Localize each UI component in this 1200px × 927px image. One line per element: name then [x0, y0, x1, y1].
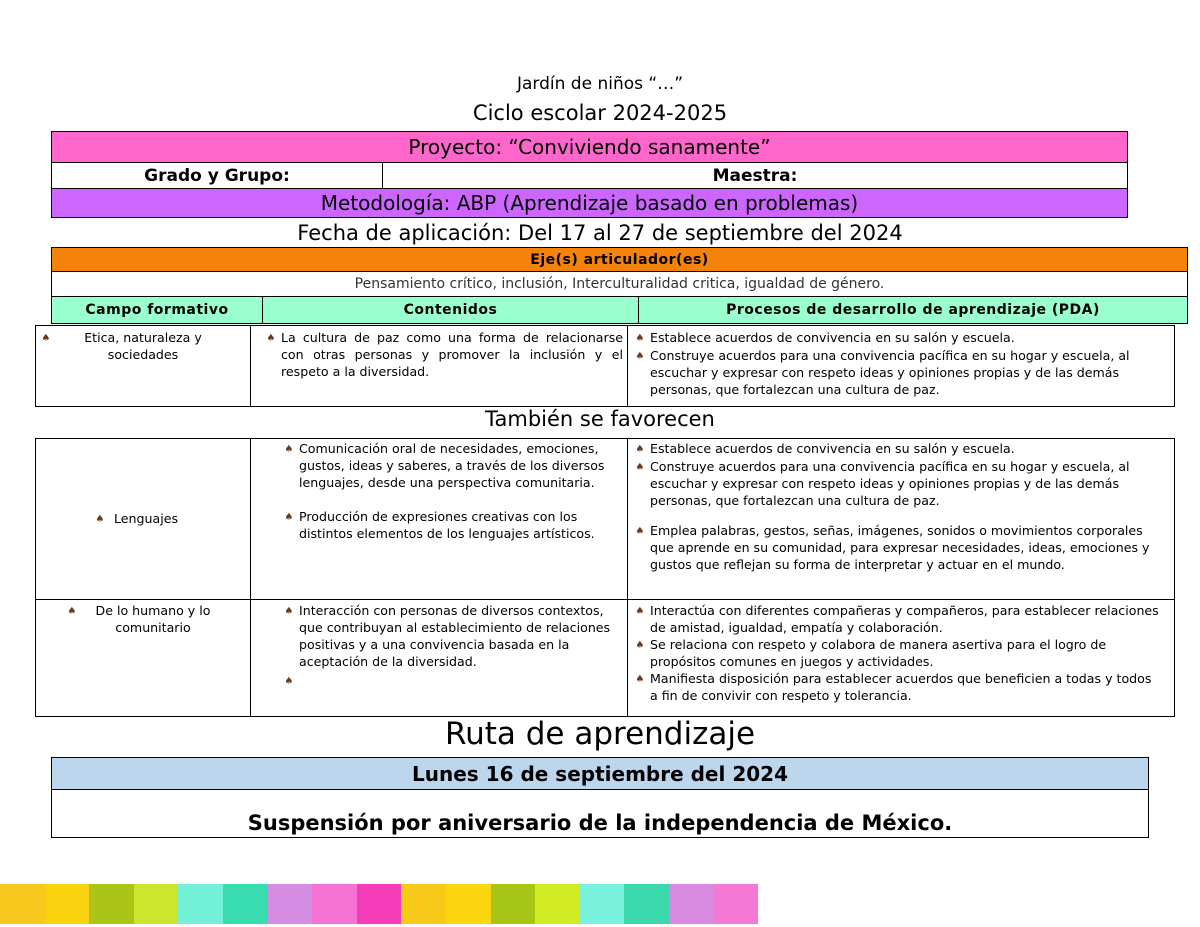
stripe-10 — [446, 884, 491, 924]
stripe-15 — [669, 884, 714, 924]
contenido-text: Comunicación oral de necesidades, emociones, gustos, ideas y saberes, a través de los diversos lenguajes, desde una perspectiva comunitaria. — [299, 441, 605, 490]
campo-text: Lenguajes — [114, 511, 179, 526]
stripe-8 — [357, 884, 402, 924]
bullet-icon: ♠ — [635, 444, 645, 455]
route-table — [51, 757, 1149, 838]
stripe-14 — [624, 884, 669, 924]
bullet-icon: ♠ — [635, 526, 645, 537]
application-date: Fecha de aplicación: Del 17 al 27 de septiembre del 2024 — [297, 221, 903, 245]
route-note: Suspensión por aniversario de la independencia de México. — [52, 790, 1149, 838]
decorative-stripes — [0, 884, 758, 924]
col-campo-formativo: Campo formativo — [52, 297, 263, 324]
stripe-7 — [312, 884, 357, 924]
table-row — [36, 439, 251, 600]
project-table — [51, 131, 1128, 218]
axes-title: Eje(s) articulador(es) — [52, 248, 1188, 272]
methodology: Metodología: ABP (Aprendizaje basado en problemas) — [52, 189, 1128, 218]
also-favored-title: También se favorecen — [485, 407, 715, 431]
table-row — [36, 326, 251, 407]
col-pda: Procesos de desarrollo de aprendizaje (PDA) — [639, 297, 1188, 324]
pda-text: Manifiesta disposición para establecer acuerdos que beneficien a todas y todos a fin de convivir con respeto y tolerancia. — [650, 671, 1152, 703]
axes-value: Pensamiento crítico, inclusión, Interculturalidad critica, igualdad de género. — [52, 272, 1188, 297]
stripe-12 — [535, 884, 580, 924]
pda-text: Emplea palabras, gestos, señas, imágenes, sonidos o movimientos corporales que aprende en su comunidad, para expresar necesidades, ideas, emociones y gustos que reflejan su forma de interpretar y actuar en el mundo. — [650, 523, 1150, 572]
stripe-4 — [178, 884, 223, 924]
contenido-text: La cultura de paz como una forma de relacionarse con otras personas y promover la inclusión y el respeto a la diversidad. — [281, 330, 623, 379]
contenido-text: Interacción con personas de diversos contextos, que contribuyan al establecimiento de relaciones positivas y a una convivencia basada en la aceptación de la diversidad. — [299, 603, 611, 669]
axes-table — [51, 247, 1188, 324]
stripe-11 — [491, 884, 536, 924]
bullet-icon: ♠ — [635, 333, 645, 344]
bullet-icon: ♠ — [284, 606, 294, 617]
bullet-icon: ♠ — [635, 351, 645, 362]
pda-text: Interactúa con diferentes compañeras y compañeros, para establecer relaciones de amistad, igualdad, empatía y colaboración. — [650, 603, 1159, 635]
stripe-3 — [134, 884, 179, 924]
main-content-table — [35, 325, 1175, 407]
also-favored-table — [35, 438, 1175, 717]
pda-text: Construye acuerdos para una convivencia pacífica en su hogar y escuela, al escuchar y expresar con respeto ideas y opiniones propias y de las demás personas, que fortalezcan una cultura de paz. — [650, 348, 1130, 397]
stripe-1 — [45, 884, 90, 924]
school-cycle: Ciclo escolar 2024-2025 — [472, 101, 728, 125]
route-title: Ruta de aprendizaje — [444, 716, 756, 752]
pda-text: Establece acuerdos de convivencia en su salón y escuela. — [650, 441, 1015, 456]
route-day: Lunes 16 de septiembre del 2024 — [52, 758, 1149, 790]
teacher-label: Maestra: — [383, 163, 1128, 189]
bullet-icon: ♠ — [635, 462, 645, 473]
campo-text: De lo humano y lo comunitario — [95, 603, 211, 635]
stripe-5 — [223, 884, 268, 924]
contenido-text: Producción de expresiones creativas con los distintos elementos de los lenguajes artísticos. — [299, 509, 595, 541]
stripe-6 — [268, 884, 313, 924]
bullet-icon: ♠ — [635, 640, 645, 651]
table-row — [36, 600, 251, 717]
col-contenidos: Contenidos — [263, 297, 639, 324]
stripe-9 — [401, 884, 446, 924]
bullet-icon: ♠ — [95, 514, 105, 525]
bullet-icon: ♠ — [266, 333, 276, 344]
stripe-13 — [580, 884, 625, 924]
project-title: Proyecto: “Conviviendo sanamente” — [52, 132, 1128, 163]
pda-text: Establece acuerdos de convivencia en su salón y escuela. — [650, 330, 1015, 345]
bullet-icon: ♠ — [284, 444, 294, 455]
stripe-16 — [714, 884, 759, 924]
bullet-icon: ♠ — [67, 606, 77, 617]
campo-text: Etica, naturaleza y sociedades — [84, 330, 202, 362]
bullet-icon: ♠ — [635, 674, 645, 685]
pda-text: Construye acuerdos para una convivencia pacífica en su hogar y escuela, al escuchar y expresar con respeto ideas y opiniones propias y de las demás personas, que fortalezcan una cultura de paz. — [650, 459, 1130, 508]
bullet-icon: ♠ — [284, 512, 294, 523]
stripe-2 — [89, 884, 134, 924]
bullet-icon: ♠ — [284, 676, 294, 687]
bullet-icon: ♠ — [41, 333, 51, 344]
bullet-icon: ♠ — [635, 606, 645, 617]
contenido-text — [299, 672, 619, 690]
school-name: Jardín de niños “…” — [516, 74, 683, 94]
stripe-0 — [0, 884, 45, 924]
pda-text: Se relaciona con respeto y colabora de manera asertiva para el logro de propósitos comunes en juegos y actividades. — [650, 637, 1107, 669]
grade-group-label: Grado y Grupo: — [52, 163, 383, 189]
